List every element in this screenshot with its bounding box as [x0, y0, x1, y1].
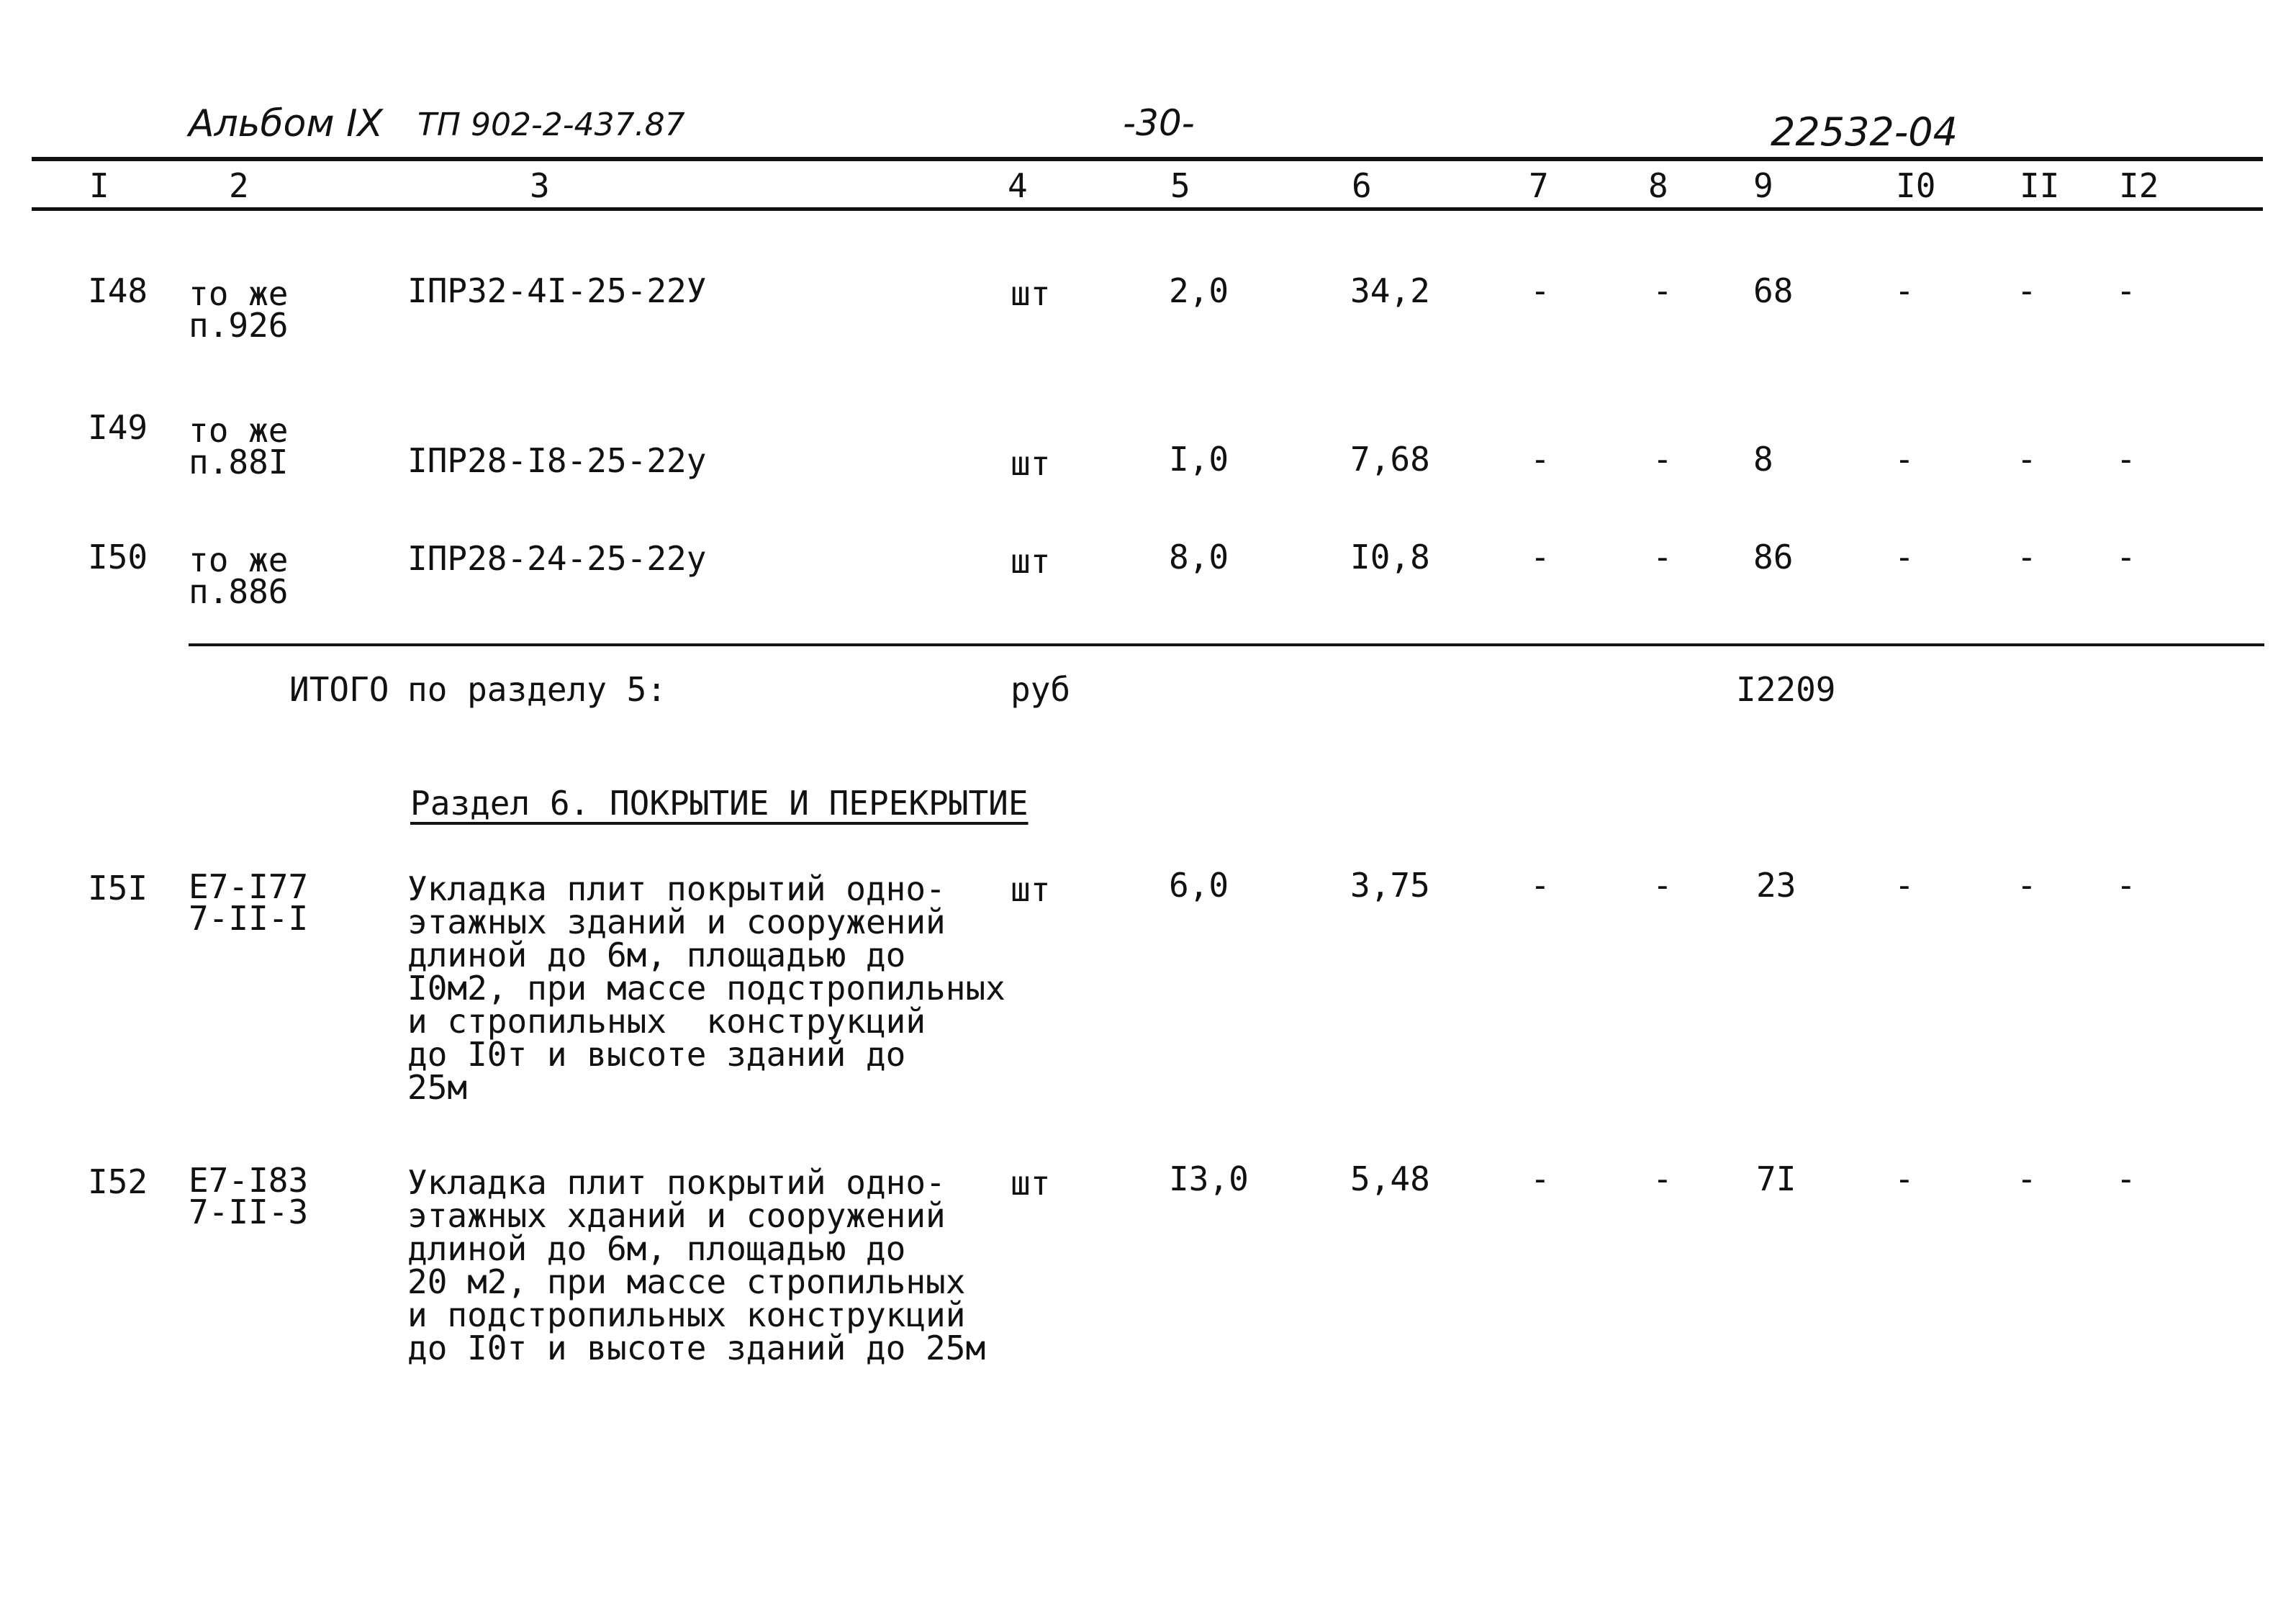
row-col10: -: [1894, 271, 1915, 310]
row-item-description: Укладка плит покрытий одно- этажных зданий и сооружений длиной до 6м, площадью до I0м2, при массе подстропильных и стропильных конструкций до I0т и высоте зданий до 25м: [407, 869, 1005, 1107]
project-number: ТП 902-2-437.87: [417, 107, 685, 143]
col-header-8: 8: [1648, 166, 1668, 205]
row-price: 3,75: [1350, 866, 1430, 905]
row-col10: -: [1894, 440, 1915, 479]
row-unit: шт: [1011, 444, 1051, 483]
row-price: 34,2: [1350, 271, 1430, 310]
row-col10: -: [1894, 1159, 1915, 1198]
row-number: I52: [88, 1162, 148, 1201]
row-price: I0,8: [1350, 538, 1430, 576]
row-col11: -: [2017, 440, 2037, 479]
row-reference: то же п.926: [189, 274, 289, 345]
total-value: I2209: [1736, 670, 1836, 709]
total-label: ИТОГО: [289, 670, 389, 709]
row-number: I50: [88, 538, 148, 576]
col-header-11: II: [2020, 166, 2060, 205]
row-col12: -: [2116, 866, 2136, 905]
row-item-name: IПР28-I8-25-22у: [407, 441, 707, 480]
row-col11: -: [2017, 538, 2037, 576]
row-reference: Е7-I83 7-II-3: [189, 1161, 309, 1231]
row-col10: -: [1894, 538, 1915, 576]
col-header-12: I2: [2119, 166, 2159, 205]
row-quantity: I,0: [1169, 440, 1229, 479]
row-col7: -: [1530, 271, 1550, 310]
row-col9: 86: [1753, 538, 1794, 576]
col-header-4: 4: [1008, 166, 1028, 205]
row-number: I48: [88, 271, 148, 310]
row-col9: 23: [1756, 866, 1796, 905]
row-quantity: 6,0: [1169, 866, 1229, 905]
row-price: 7,68: [1350, 440, 1430, 479]
row-col8: -: [1653, 1159, 1673, 1198]
row-reference: то же п.88I: [189, 411, 289, 481]
row-col7: -: [1530, 866, 1550, 905]
row-quantity: 8,0: [1169, 538, 1229, 576]
row-col7: -: [1530, 440, 1550, 479]
row-unit: шт: [1011, 1164, 1051, 1203]
row-col9: 7I: [1756, 1159, 1796, 1198]
page-number: -30-: [1123, 102, 1195, 144]
row-price: 5,48: [1350, 1159, 1430, 1198]
row-col7: -: [1530, 1159, 1550, 1198]
total-unit: руб: [1011, 670, 1071, 709]
total-text: по разделу 5:: [407, 670, 667, 709]
row-col7: -: [1530, 538, 1550, 576]
row-quantity: I3,0: [1169, 1159, 1249, 1198]
header-bottom-rule: [32, 207, 2263, 211]
row-reference: то же п.886: [189, 540, 289, 611]
row-col12: -: [2116, 538, 2136, 576]
row-unit: шт: [1011, 542, 1051, 581]
row-unit: шт: [1011, 274, 1051, 313]
row-unit: шт: [1011, 870, 1051, 909]
row-item-description: Укладка плит покрытий одно- этажных хданий и сооружений длиной до 6м, площадью до 20 м2, при массе стропильных и подстропильных конструкций до I0т и высоте зданий до 25м: [407, 1163, 986, 1367]
row-quantity: 2,0: [1169, 271, 1229, 310]
row-col12: -: [2116, 1159, 2136, 1198]
row-item-name: IПР28-24-25-22у: [407, 539, 707, 578]
row-col12: -: [2116, 271, 2136, 310]
row-number: I49: [88, 408, 148, 447]
col-header-6: 6: [1352, 166, 1372, 205]
row-col11: -: [2017, 271, 2037, 310]
album-label: Альбом IX: [189, 102, 384, 145]
row-col9: 8: [1753, 440, 1773, 479]
col-header-5: 5: [1170, 166, 1190, 205]
col-header-1: I: [89, 166, 109, 205]
document-code: 22532-04: [1771, 109, 1958, 155]
col-header-7: 7: [1529, 166, 1549, 205]
row-col12: -: [2116, 440, 2136, 479]
row-col9: 68: [1753, 271, 1794, 310]
row-col8: -: [1653, 271, 1673, 310]
row-col11: -: [2017, 1159, 2037, 1198]
row-reference: Е7-I77 7-II-I: [189, 867, 309, 938]
section-title: Раздел 6. ПОКРЫТИЕ И ПЕРЕКРЫТИЕ: [410, 784, 1029, 823]
row-col11: -: [2017, 866, 2037, 905]
row-col10: -: [1894, 866, 1915, 905]
col-header-2: 2: [229, 166, 249, 205]
row-col8: -: [1653, 440, 1673, 479]
subtotal-rule: [189, 643, 2264, 646]
col-header-10: I0: [1896, 166, 1936, 205]
header-top-rule: [32, 157, 2263, 161]
row-item-name: IПР32-4I-25-22У: [407, 271, 707, 310]
row-col8: -: [1653, 866, 1673, 905]
col-header-3: 3: [530, 166, 550, 205]
row-col8: -: [1653, 538, 1673, 576]
row-number: I5I: [88, 869, 148, 908]
col-header-9: 9: [1753, 166, 1773, 205]
